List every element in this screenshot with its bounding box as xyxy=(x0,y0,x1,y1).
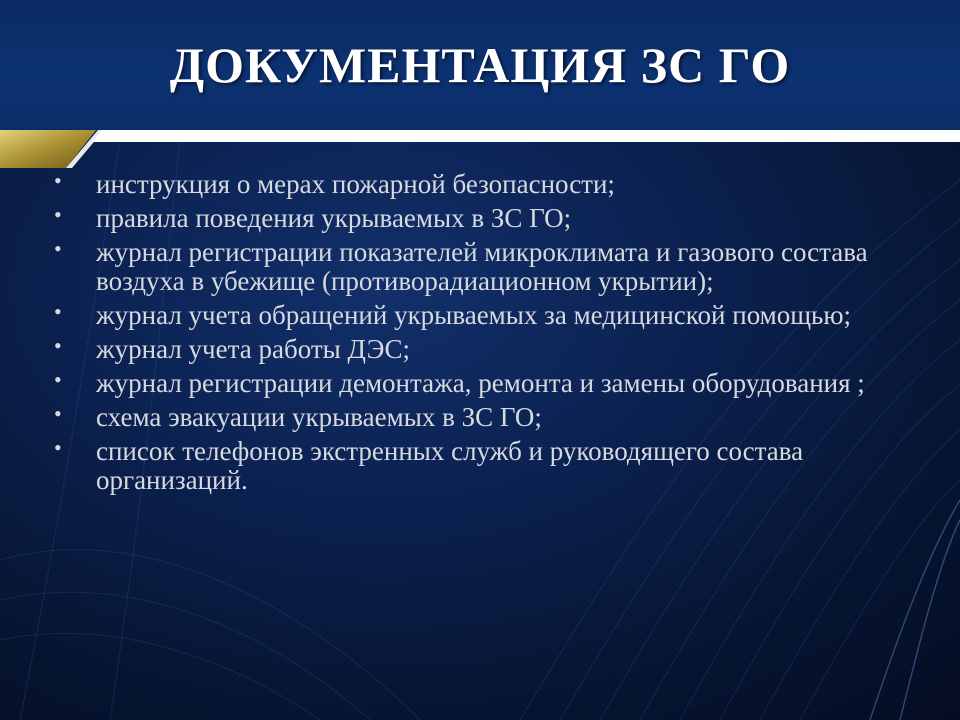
bullet-item xyxy=(54,437,914,495)
bullet-text: журнал регистрации демонтажа, ремонта и замены оборудования ; xyxy=(96,368,865,398)
bullet-item xyxy=(54,403,914,432)
bullet-text: журнал регистрации показателей микроклимата и газового состава воздуха в убежище (противорадиационном укрытии); xyxy=(96,237,868,296)
bullet-text: схема эвакуации укрываемых в ЗС ГО; xyxy=(96,402,542,432)
bullet-item xyxy=(54,238,914,296)
bullet-text: список телефонов экстренных служб и руководящего состава организаций. xyxy=(96,436,804,495)
bullet-item xyxy=(54,369,914,398)
bullet-item xyxy=(54,170,914,199)
slide-title: ДОКУМЕНТАЦИЯ ЗС ГО xyxy=(169,37,791,93)
title-divider xyxy=(0,128,960,172)
bullet-icon: • xyxy=(54,168,62,193)
divider-gold-accent xyxy=(0,130,96,168)
bullet-icon: • xyxy=(54,435,62,460)
bullet-item xyxy=(54,335,914,364)
bullet-text: правила поведения укрываемых в ЗС ГО; xyxy=(96,203,572,233)
bullet-icon: • xyxy=(54,299,62,324)
bullet-item xyxy=(54,301,914,330)
bullet-item xyxy=(54,204,914,233)
bullet-icon: • xyxy=(54,202,62,227)
bullet-text: журнал учета обращений укрываемых за медицинской помощью; xyxy=(96,300,852,330)
bullet-icon: • xyxy=(54,401,62,426)
bullet-icon: • xyxy=(54,367,62,392)
divider-white-bar xyxy=(92,130,960,142)
bullet-text: инструкция о мерах пожарной безопасности; xyxy=(96,169,615,199)
bullet-icon: • xyxy=(54,236,62,261)
bullet-text: журнал учета работы ДЭС; xyxy=(96,334,410,364)
bullet-list xyxy=(54,170,914,500)
bullet-icon: • xyxy=(54,333,62,358)
